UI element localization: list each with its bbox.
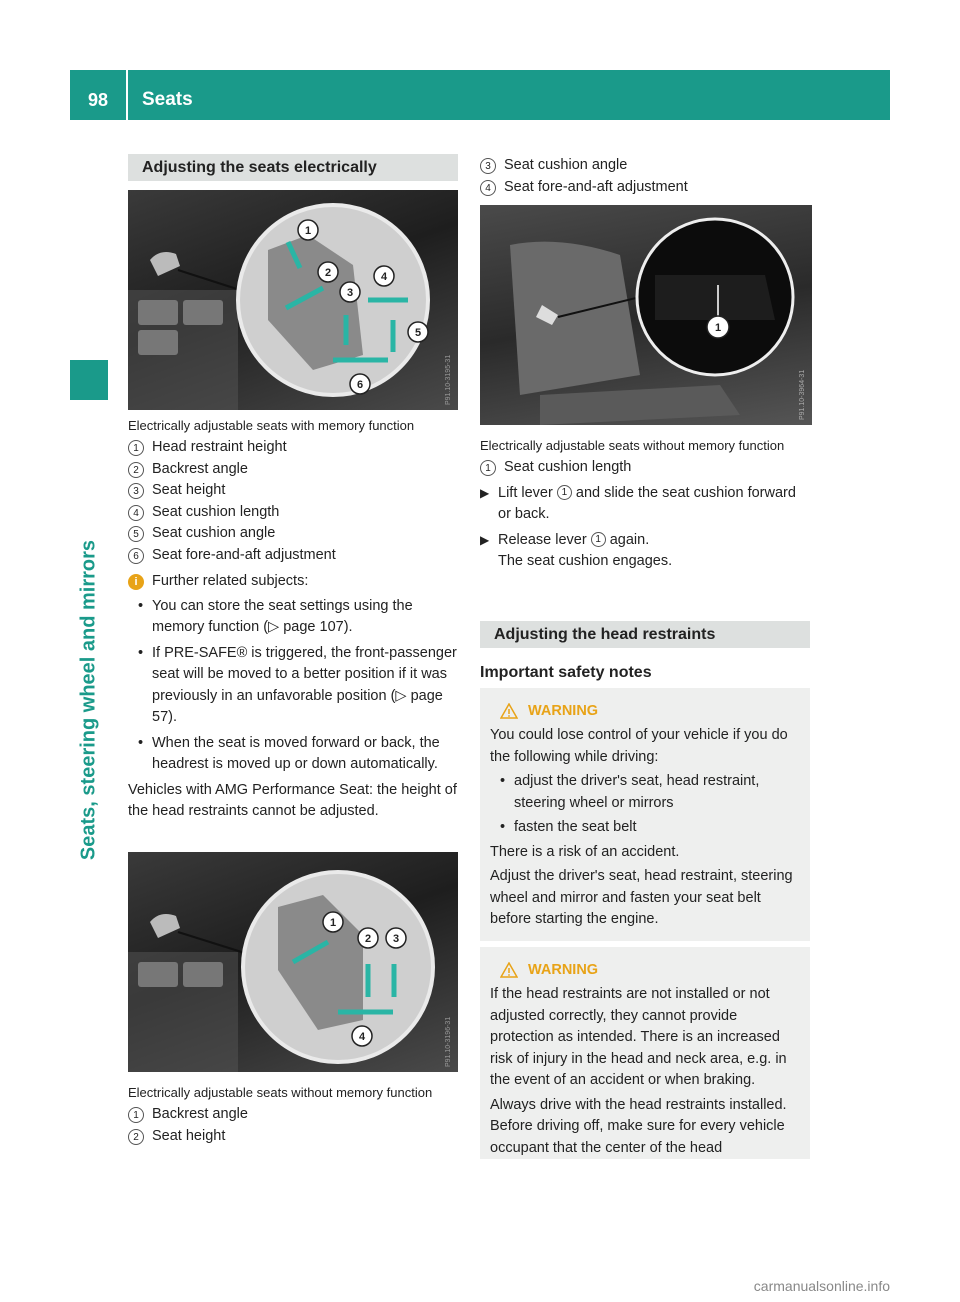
instruction-step: ▶ Release lever 1 again. The seat cushion engages. <box>480 530 812 573</box>
figure3-callout-1: 1 <box>714 322 722 334</box>
step-arrow-icon: ▶ <box>480 485 490 500</box>
chapter-side-label <box>70 420 108 980</box>
chapter-side-label-text: Seats, steering wheel and mirrors <box>77 539 100 861</box>
step-arrow-icon: ▶ <box>480 532 490 547</box>
figure2-callout-1: 1 <box>329 917 337 929</box>
page-title: Seats <box>142 89 193 110</box>
figure2-caption: Electrically adjustable seats without memory function <box>128 1085 433 1100</box>
figure1-callout-4: 4 <box>380 271 388 283</box>
warning-triangle-icon <box>500 703 518 719</box>
page-header <box>70 70 890 120</box>
list-item: • You can store the seat settings using the memory function (▷ page 107). <box>138 597 413 635</box>
warning-intro: You could lose control of your vehicle if you do the following while driving: <box>490 727 788 765</box>
list-item: • If PRE-SAFE® is triggered, the front-passenger seat will be moved to a better position if it was previously in an unfavorable position (▷ page 57). <box>138 644 457 725</box>
step-result: The seat cushion engages. <box>498 553 673 569</box>
seat-cushion-illustration <box>480 205 812 425</box>
figure2-code: P91.10-3196-31 <box>445 1016 452 1067</box>
warning-paragraph: Always drive with the head restraints installed. Before driving off, make sure for every vehicle occupant that the center of the head <box>490 1096 787 1156</box>
left-column <box>128 154 458 181</box>
warning-paragraph: If the head restraints are not installed or not adjusted correctly, they cannot provide protection as intended. There is an increased risk of injury in the head and neck area, e.g. in the event of an accident or when braking. <box>490 986 787 1088</box>
right-column-top <box>480 155 812 198</box>
figure1-callout-1: 1 <box>304 225 312 237</box>
figure-seat-controls-no-memory <box>128 852 458 1072</box>
section-title-head-restraints: Adjusting the head restraints <box>480 621 810 648</box>
list-item: 1 Head restraint height <box>128 437 460 459</box>
figure1-callout-6: 6 <box>356 379 364 391</box>
list-item: 1 Backrest angle <box>128 1104 460 1126</box>
figure3-caption: Electrically adjustable seats without memory function <box>480 438 785 453</box>
figure1-callout-3: 3 <box>346 287 354 299</box>
seat-controls-illustration <box>128 190 458 410</box>
figure2-callout-3: 3 <box>392 933 400 945</box>
figure1-code: P91.10-3195-31 <box>445 354 452 405</box>
list-item: 4 Seat cushion length <box>128 502 460 524</box>
amg-note: Vehicles with AMG Performance Seat: the height of the head restraints cannot be adjusted. <box>128 781 457 819</box>
figure1-callout-2: 2 <box>324 267 332 279</box>
warning-risk: There is a risk of an accident. <box>490 843 680 860</box>
section-title-seats: Adjusting the seats electrically <box>128 154 458 181</box>
warning-title: WARNING <box>490 959 800 981</box>
figure-seat-cushion-lever <box>480 205 812 425</box>
right-column-body <box>480 438 812 573</box>
chapter-tab-marker <box>70 360 108 400</box>
figure3-code: P91.10-3964-31 <box>799 369 806 420</box>
head-restraints-section <box>480 621 810 690</box>
list-item: 2 Seat height <box>128 1126 460 1148</box>
figure1-callout-5: 5 <box>414 327 422 339</box>
list-item: • When the seat is moved forward or back, the headrest is moved up or down automatically. <box>138 734 440 772</box>
list-item: 2 Backrest angle <box>128 459 460 481</box>
figure1-caption: Electrically adjustable seats with memory function <box>128 418 415 433</box>
no-memory-adjustment-list <box>128 1104 460 1147</box>
list-item: • fasten the seat belt <box>500 819 637 835</box>
warning-box-head-restraints <box>480 947 810 1159</box>
info-bullet-list <box>128 596 460 776</box>
list-item: 1 Seat cushion length <box>480 457 812 479</box>
list-item: 5 Seat cushion angle <box>128 523 460 545</box>
info-note <box>128 571 460 593</box>
warning-box-driving <box>480 688 810 941</box>
header-divider <box>126 70 128 120</box>
info-icon: i <box>128 574 144 590</box>
warning-advice: Adjust the driver's seat, head restraint, steering wheel and mirror and fasten your seat belt before starting the engine. <box>490 868 793 927</box>
info-label: Further related subjects: <box>152 573 309 589</box>
list-item: • adjust the driver's seat, head restraint, steering wheel or mirrors <box>500 773 760 811</box>
subsection-title-safety: Important safety notes <box>480 654 810 690</box>
figure2-callout-4: 4 <box>358 1031 366 1043</box>
memory-adjustment-list <box>128 437 460 566</box>
warning-triangle-icon <box>500 962 518 978</box>
warning-title: WARNING <box>490 700 800 722</box>
page-number: 98 <box>87 90 109 110</box>
left-column-body <box>128 418 460 823</box>
list-item: 4 Seat fore-and-aft adjustment <box>480 177 812 199</box>
list-item: 6 Seat fore-and-aft adjustment <box>128 545 460 567</box>
figure-seat-memory-controls <box>128 190 458 410</box>
list-item: 3 Seat height <box>128 480 460 502</box>
instruction-step: ▶ Lift lever 1 and slide the seat cushion forward or back. <box>480 483 812 526</box>
seat-controls-illustration <box>128 852 458 1072</box>
list-item: 3 Seat cushion angle <box>480 155 812 177</box>
left-column-bottom <box>128 1085 460 1147</box>
figure2-callout-2: 2 <box>364 933 372 945</box>
watermark: carmanualsonline.info <box>753 1278 890 1294</box>
